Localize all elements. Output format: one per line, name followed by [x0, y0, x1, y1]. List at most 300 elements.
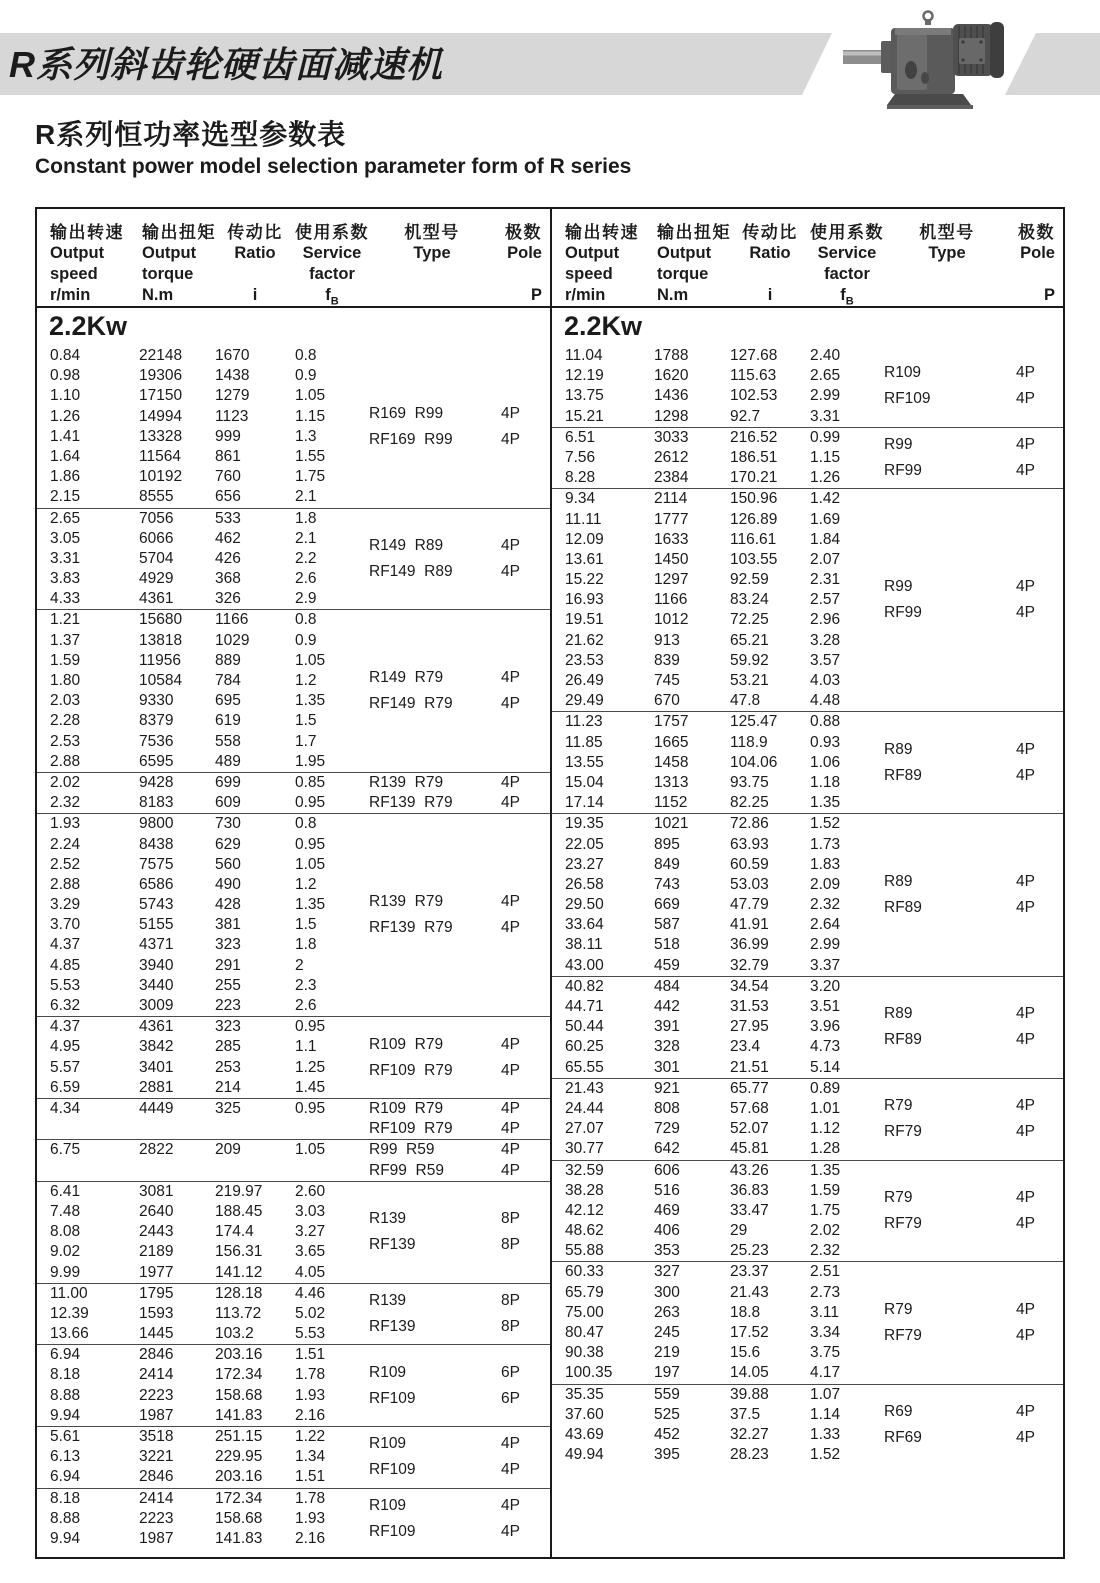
service-factor-value: 1.3 [295, 427, 317, 445]
ratio-value: 72.25 [730, 611, 769, 629]
pole-value: 4P [1016, 899, 1035, 917]
output-torque-value: 669 [654, 896, 680, 914]
type-cell [884, 1079, 1010, 1160]
pole-value: 6P [501, 1389, 520, 1407]
output-torque-value: 6586 [139, 875, 174, 893]
column [139, 1284, 215, 1345]
output-speed-value: 1.93 [50, 815, 81, 833]
pole-cell [495, 1427, 550, 1488]
ratio-value: 150.96 [730, 490, 778, 508]
service-factor-value: 1.59 [810, 1181, 841, 1199]
ratio-value: 695 [215, 692, 241, 710]
ratio-value: 92.7 [730, 407, 761, 425]
output-torque-value: 4361 [139, 1018, 174, 1036]
pole-value: 4P [1016, 1005, 1035, 1023]
pole-cell [495, 1489, 550, 1550]
column [215, 1140, 295, 1180]
pole-value: 4P [1016, 1214, 1035, 1232]
column [37, 509, 139, 610]
type-cell [369, 610, 495, 772]
service-factor-value: 0.8 [295, 611, 317, 629]
column [552, 1385, 654, 1466]
output-torque-value: 4371 [139, 936, 174, 954]
output-speed-value: 6.13 [50, 1448, 81, 1466]
output-torque-value: 3440 [139, 976, 174, 994]
type-cell [369, 346, 495, 508]
column [654, 346, 730, 427]
service-factor-value: 2.73 [810, 1283, 841, 1301]
type-value: RF139 R79 [369, 919, 453, 937]
output-speed-value: 38.11 [565, 936, 603, 954]
pole-value: 4P [501, 669, 520, 687]
ratio-value: 53.03 [730, 875, 769, 893]
column [552, 712, 654, 813]
output-torque-value: 459 [654, 956, 680, 974]
column [654, 489, 730, 711]
service-factor-value: 2.09 [810, 875, 841, 893]
ratio-value: 203.16 [215, 1346, 263, 1364]
banner-accent-shape [1005, 33, 1100, 95]
ratio-value: 23.37 [730, 1263, 769, 1281]
type-value: RF109 [369, 1389, 416, 1407]
table-right-half [550, 209, 1063, 1557]
service-factor-value: 3.27 [295, 1223, 326, 1241]
service-factor-value: 0.95 [295, 835, 326, 853]
column [730, 712, 810, 813]
column [810, 346, 884, 427]
output-torque-value: 452 [654, 1425, 680, 1443]
table-header [37, 209, 550, 308]
column [215, 773, 295, 813]
output-speed-value: 11.04 [565, 347, 603, 364]
service-factor-value: 1.05 [295, 387, 326, 405]
type-value: RF149 R89 [369, 562, 453, 580]
ratio-value: 216.52 [730, 428, 778, 446]
ratio-value: 125.47 [730, 713, 778, 731]
column [295, 1284, 369, 1345]
service-factor-value: 1.2 [295, 875, 317, 893]
service-factor-value: 2.65 [810, 367, 841, 385]
output-torque-value: 4449 [139, 1099, 174, 1117]
service-factor-value: 1.18 [810, 773, 841, 791]
left-data-groups [37, 346, 550, 1549]
pole-cell [495, 1284, 550, 1345]
ratio-value: 558 [215, 732, 241, 750]
column [37, 346, 139, 508]
service-factor-value: 2.6 [295, 997, 317, 1015]
column [730, 428, 810, 489]
service-factor-value: 1.83 [810, 855, 841, 873]
ratio-value: 656 [215, 488, 241, 506]
ratio-value: 158.68 [215, 1386, 263, 1404]
output-speed-value: 6.59 [50, 1078, 81, 1096]
column [37, 814, 139, 1016]
output-torque-value: 14994 [139, 407, 183, 425]
output-torque-value: 1313 [654, 773, 689, 791]
output-torque-value: 6066 [139, 529, 174, 547]
pole-cell [495, 346, 550, 508]
type-value: R109 [369, 1435, 407, 1453]
ratio-value: 27.95 [730, 1018, 769, 1036]
pole-cell [1010, 1262, 1063, 1383]
service-factor-value: 4.73 [810, 1038, 841, 1056]
type-cell [369, 1427, 495, 1488]
service-factor-value: 1.35 [295, 692, 326, 710]
output-torque-value: 3842 [139, 1038, 174, 1056]
ratio-value: 104.06 [730, 753, 778, 771]
output-torque-value: 2640 [139, 1202, 174, 1220]
output-torque-value: 1012 [654, 611, 689, 629]
output-speed-value: 5.53 [50, 976, 81, 994]
column [215, 1017, 295, 1098]
pole-value: 4P [501, 1461, 520, 1479]
parameter-group [37, 1426, 550, 1488]
output-speed-value: 35.35 [565, 1385, 604, 1403]
pole-value: 4P [501, 1161, 520, 1179]
service-factor-value: 3.03 [295, 1202, 326, 1220]
output-speed-value: 9.99 [50, 1263, 81, 1281]
service-factor-value: 2.3 [295, 976, 317, 994]
pole-value: 4P [1016, 1188, 1035, 1206]
output-torque-value: 4929 [139, 570, 174, 588]
pole-value: 4P [501, 695, 520, 713]
pole-value: 4P [501, 1099, 520, 1117]
output-torque-value: 9800 [139, 815, 174, 833]
output-torque-value: 395 [654, 1446, 680, 1464]
output-speed-value: 2.32 [50, 794, 81, 812]
output-torque-value: 2189 [139, 1243, 174, 1261]
page-subtitle: Constant power model selection parameter form of R series [35, 155, 632, 178]
ratio-value: 118.9 [730, 733, 768, 751]
output-speed-value: 29.50 [565, 896, 604, 914]
output-speed-value: 5.57 [50, 1058, 81, 1076]
service-factor-value: 3.31 [810, 407, 841, 425]
column [295, 1182, 369, 1283]
service-factor-value: 2.64 [810, 916, 841, 934]
output-speed-value: 1.64 [50, 447, 81, 465]
output-speed-value: 13.61 [565, 550, 604, 568]
ratio-value: 156.31 [215, 1243, 263, 1261]
column [552, 489, 654, 711]
output-torque-value: 1665 [654, 733, 689, 751]
ratio-value: 428 [215, 896, 241, 914]
output-torque-value: 6595 [139, 752, 174, 770]
type-value: R109 [884, 364, 922, 382]
ratio-value: 209 [215, 1141, 241, 1159]
column [810, 489, 884, 711]
type-value: RF89 [884, 899, 922, 917]
type-cell [884, 977, 1010, 1078]
pole-cell [495, 1345, 550, 1426]
pole-cell [495, 509, 550, 610]
ratio-value: 52.07 [730, 1120, 769, 1138]
column [139, 1345, 215, 1426]
service-factor-value: 1.69 [810, 510, 841, 528]
output-speed-value: 6.51 [565, 428, 596, 446]
output-torque-value: 1987 [139, 1406, 174, 1424]
column [654, 977, 730, 1078]
output-speed-value: 4.37 [50, 1018, 81, 1036]
output-torque-value [139, 1161, 215, 1181]
column [552, 977, 654, 1078]
service-factor-value: 2.6 [295, 570, 317, 588]
ratio-value: 141.83 [215, 1406, 263, 1424]
service-factor-value: 1.84 [810, 530, 841, 548]
output-speed-value: 8.88 [50, 1509, 81, 1527]
pole-value: 4P [501, 562, 520, 580]
service-factor-value: 2.02 [810, 1222, 841, 1240]
column [215, 814, 295, 1016]
service-factor-value: 1.51 [295, 1346, 326, 1364]
type-value: R89 [884, 1005, 913, 1023]
type-value: R89 [884, 740, 913, 758]
output-torque-value: 525 [654, 1405, 680, 1423]
type-value: RF79 [884, 1123, 922, 1141]
service-factor-value: 1.28 [810, 1140, 841, 1158]
service-factor-value: 3.57 [810, 651, 841, 669]
output-torque-value: 2223 [139, 1509, 174, 1527]
type-cell [369, 1345, 495, 1426]
output-speed-value: 19.35 [565, 815, 604, 833]
column [139, 1427, 215, 1488]
output-speed-value: 8.28 [565, 469, 596, 487]
column [37, 1099, 139, 1139]
column [654, 712, 730, 813]
output-speed-value: 12.09 [565, 530, 604, 548]
output-torque-value [139, 1119, 215, 1139]
service-factor-value: 2.1 [295, 488, 317, 506]
ratio-value: 141.83 [215, 1529, 263, 1547]
ratio-value: 103.55 [730, 550, 778, 568]
parameter-group [552, 1160, 1063, 1262]
type-value: R89 [884, 873, 913, 891]
parameter-group [37, 772, 550, 813]
output-torque-value: 2443 [139, 1223, 174, 1241]
ratio-value: 214 [215, 1078, 241, 1096]
pole-value: 4P [501, 1035, 520, 1053]
service-factor-value: 2.16 [295, 1529, 326, 1547]
output-speed-value: 1.26 [50, 407, 81, 425]
service-factor-value: 0.95 [295, 794, 326, 812]
ratio-value: 170.21 [730, 469, 778, 487]
column [730, 346, 810, 427]
parameter-group [552, 1261, 1063, 1383]
output-speed-value: 37.60 [565, 1405, 604, 1423]
output-torque-value: 406 [654, 1222, 680, 1240]
output-speed-value: 2.52 [50, 855, 81, 873]
output-torque-value: 3518 [139, 1428, 174, 1446]
output-speed-value: 30.77 [565, 1140, 604, 1158]
service-factor-value: 3.51 [810, 998, 841, 1015]
column [552, 428, 654, 489]
service-factor-value: 1.05 [295, 651, 326, 669]
output-speed-value: 9.34 [565, 490, 596, 508]
output-speed-value: 9.02 [50, 1243, 81, 1261]
ratio-value: 1123 [215, 407, 249, 425]
type-value: R149 R79 [369, 669, 444, 687]
type-cell [369, 509, 495, 610]
type-value: RF149 R79 [369, 695, 453, 713]
ratio-value: 203.16 [215, 1468, 263, 1486]
type-value: R99 [884, 436, 913, 454]
ratio-value: 23.4 [730, 1038, 761, 1056]
output-speed-value: 15.04 [565, 773, 604, 791]
output-speed-value: 80.47 [565, 1324, 604, 1341]
column [552, 346, 654, 427]
output-speed-value: 2.53 [50, 732, 81, 750]
output-torque-value: 4361 [139, 590, 174, 608]
output-torque-value: 469 [654, 1201, 680, 1219]
service-factor-value: 2.9 [295, 590, 317, 608]
parameter-group [552, 1078, 1063, 1160]
output-torque-value: 2114 [654, 490, 688, 508]
output-speed-value: 3.83 [50, 570, 81, 588]
output-torque-value: 300 [654, 1283, 680, 1301]
ratio-value: 253 [215, 1058, 241, 1076]
pole-value: 4P [1016, 1327, 1035, 1344]
column [37, 1427, 139, 1488]
output-speed-value: 1.37 [50, 631, 81, 649]
output-torque-value: 1987 [139, 1529, 174, 1547]
pole-cell [495, 773, 550, 813]
ratio-value: 37.5 [730, 1405, 761, 1423]
ratio-value: 93.75 [730, 773, 769, 791]
type-cell [884, 346, 1010, 427]
output-torque-value: 745 [654, 672, 680, 689]
output-speed-value: 7.48 [50, 1202, 81, 1220]
service-factor-value: 2.16 [295, 1406, 326, 1424]
service-factor-value: 3.37 [810, 956, 841, 974]
column [810, 1079, 884, 1160]
type-value: RF109 R79 [369, 1120, 453, 1138]
service-factor-value: 2.32 [810, 896, 841, 914]
header-service-factor: 使用系数 Service factor $f_B$ [295, 223, 369, 308]
pole-value: 4P [501, 404, 520, 422]
parameter-group [37, 609, 550, 772]
output-speed-value: 23.27 [565, 855, 604, 873]
ratio-value: 43.26 [730, 1161, 769, 1179]
ratio-value: 326 [215, 590, 241, 608]
service-factor-value: 1.34 [295, 1448, 326, 1466]
ratio-value: 36.83 [730, 1181, 769, 1199]
service-factor-value: 1.51 [295, 1468, 326, 1486]
output-torque-value: 7056 [139, 509, 174, 527]
output-speed-value: 9.94 [50, 1406, 81, 1424]
column [37, 610, 139, 772]
output-torque-value: 559 [654, 1385, 680, 1403]
column [139, 509, 215, 610]
service-factor-value: 1.35 [810, 794, 841, 812]
column [295, 509, 369, 610]
output-torque-value: 3009 [139, 997, 174, 1015]
output-torque-value: 1777 [654, 510, 689, 528]
pole-value: 4P [1016, 578, 1035, 596]
column [730, 814, 810, 976]
output-speed-value: 12.39 [50, 1304, 89, 1322]
type-value: RF109 R79 [369, 1061, 453, 1079]
output-torque-value: 642 [654, 1140, 680, 1158]
type-value: R79 [884, 1188, 913, 1206]
ratio-value: 115.63 [730, 367, 777, 385]
output-speed-value: 38.28 [565, 1181, 604, 1199]
column [37, 773, 139, 813]
ratio-value: 784 [215, 672, 241, 689]
column [215, 346, 295, 508]
output-torque-value: 8379 [139, 712, 174, 730]
ratio-value: 28.23 [730, 1446, 769, 1464]
parameter-group [552, 711, 1063, 813]
service-factor-value: 3.34 [810, 1324, 841, 1341]
service-factor-value: 2.07 [810, 550, 841, 568]
output-torque-value: 1450 [654, 550, 689, 568]
output-torque-value: 328 [654, 1038, 680, 1056]
output-torque-value: 13328 [139, 427, 183, 445]
ratio-value: 31.53 [730, 998, 769, 1015]
service-factor-value: 5.02 [295, 1304, 326, 1322]
output-speed-value: 23.53 [565, 651, 604, 669]
column [295, 610, 369, 772]
ratio-value: 141.12 [215, 1263, 263, 1281]
ratio-value: 158.68 [215, 1509, 263, 1527]
lifting-eye-icon [924, 12, 933, 26]
service-factor-value: 3.28 [810, 631, 841, 649]
output-torque-value: 518 [654, 936, 680, 954]
output-speed-value: 3.05 [50, 529, 81, 547]
service-factor-value: 3.96 [810, 1018, 841, 1036]
ratio-value [215, 1161, 295, 1181]
parameter-group [37, 508, 550, 610]
ratio-value: 32.79 [730, 956, 769, 974]
parameter-group [552, 1384, 1063, 1466]
service-factor-value: 0.88 [810, 713, 841, 731]
pole-cell [1010, 346, 1063, 427]
output-torque-value: 1166 [654, 591, 688, 609]
ratio-value: 39.88 [730, 1385, 769, 1403]
output-speed-value: 1.86 [50, 468, 81, 486]
output-torque-value: 1977 [139, 1263, 174, 1281]
output-speed-value: 2.88 [50, 752, 81, 770]
output-torque-value: 219 [654, 1344, 680, 1362]
output-torque-value: 7536 [139, 732, 174, 750]
output-torque-value: 442 [654, 998, 680, 1015]
output-speed-value: 15.22 [565, 571, 604, 589]
header-output-torque: 输出扭矩 Output torque N.m [657, 223, 731, 304]
output-torque-value: 11564 [139, 447, 181, 465]
service-factor-value: 1.15 [295, 407, 326, 425]
ratio-value: 57.68 [730, 1099, 769, 1117]
parameter-group [37, 813, 550, 1016]
service-factor-value: 0.9 [295, 367, 317, 385]
output-speed-value: 17.14 [565, 794, 604, 812]
ratio-value: 113.72 [215, 1304, 262, 1322]
type-value: R169 R99 [369, 404, 444, 422]
output-speed-value: 26.49 [565, 672, 604, 689]
ratio-value: 36.99 [730, 936, 769, 954]
service-factor-value: 1.75 [295, 468, 326, 486]
ratio-value: 59.92 [730, 651, 769, 669]
column [139, 814, 215, 1016]
output-speed-value: 6.41 [50, 1182, 81, 1200]
output-torque-value: 353 [654, 1242, 680, 1260]
service-factor-value: 1.45 [295, 1078, 326, 1096]
output-torque-value: 1620 [654, 367, 689, 385]
type-value: RF99 [884, 462, 922, 480]
column [295, 1345, 369, 1426]
output-torque-value: 3221 [139, 1448, 174, 1466]
service-factor-value: 1.26 [810, 469, 841, 487]
output-torque-value: 1458 [654, 753, 689, 771]
output-torque-value: 808 [654, 1099, 680, 1117]
